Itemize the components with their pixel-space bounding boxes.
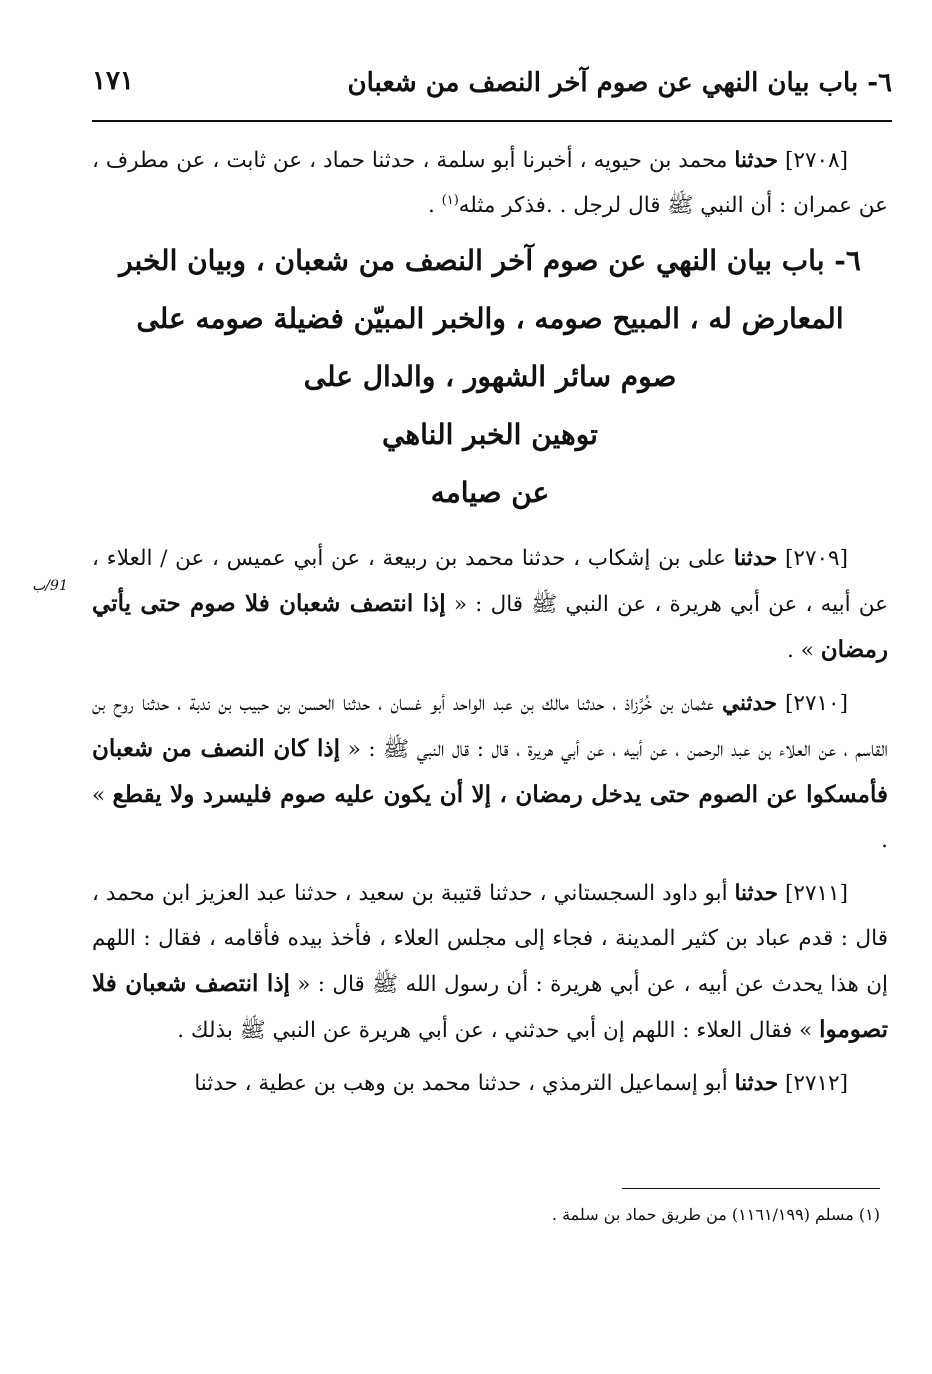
footnote-rule: [622, 1188, 880, 1189]
chapter-heading-line: المعارض له ، المبيح صومه ، والخبر المبيّن فضيلة صومه على: [136, 302, 844, 335]
footnote: (١) مسلم (١١٦١/١٩٩) من طريق حماد بن سلمة .: [551, 1205, 880, 1224]
header-rule: [92, 120, 892, 122]
hadith-2710: [92, 681, 888, 863]
hadith-2711: [92, 871, 888, 1053]
narration-word: حدثنا: [734, 881, 779, 906]
chapter-heading-line: عن صيامه: [430, 476, 550, 509]
hadith-end: » .: [92, 783, 888, 853]
hadith-number: [٢٧١١]: [785, 881, 848, 906]
narration-word: حدثنا: [733, 546, 778, 571]
chapter-heading-line: صوم سائر الشهور ، والدال على: [303, 360, 677, 393]
running-header: [92, 62, 892, 112]
hadith-matn: إذا كان النصف من شعبان فأمسكوا عن الصوم حتى يدخل رمضان ، إلا أن يكون عليه صوم فليسرد ولا يقطع: [92, 735, 888, 808]
footnote-reference[interactable]: (١): [441, 192, 459, 208]
chapter-heading-line: ٦- باب بيان النهي عن صوم آخر النصف من شعبان ، وبيان الخبر: [119, 244, 861, 277]
narration-word: حدثنا: [734, 148, 779, 173]
margin-folio-note: 91/ب: [32, 578, 68, 594]
hadith-matn: إذا انتصف شعبان فلا تصوموا: [92, 970, 888, 1043]
running-title: ٦- باب بيان النهي عن صوم آخر النصف من شعبان: [347, 68, 892, 98]
hadith-isnad: أبو داود السجستاني ، حدثنا قتيبة بن سعيد ، حدثنا عبد العزيز ابن محمد ، قال : قدم عباد بن كثير المدينة ، فجاء إلى مجلس العلاء ، فأخذ بيده فأقامه ، فقال : اللهم إن هذا يحدث عن أبيه ، عن أبي هريرة : أن رسول الله ﷺ قال : «: [92, 881, 888, 997]
hadith-number: [٢٧٠٨]: [785, 148, 848, 173]
hadith-end: .: [427, 193, 442, 218]
hadith-end: » .: [787, 638, 814, 663]
hadith-2709: [92, 536, 888, 673]
hadith-isnad: عثمان بن خُرَّزاذ ، حدثنا مالك بن عبد الواحد أبو غسان ، حدثنا الحسن بن حبيب بن ندبة ، حدثنا روح بن القاسم ، عن العلاء بن عبد الرحمن ، عن أبيه ، عن أبي هريرة ، قال : قال النبي ﷺ : «: [92, 691, 888, 762]
hadith-after: » فقال العلاء : اللهم إن أبي حدثني ، عن أبي هريرة عن النبي ﷺ بذلك .: [177, 1018, 813, 1043]
hadith-2708: [92, 138, 888, 228]
hadith-2712: [92, 1061, 888, 1106]
main-text: [92, 138, 888, 1106]
narration-word: حدثنا: [734, 1071, 779, 1096]
hadith-number: [٢٧١٢]: [785, 1071, 848, 1096]
hadith-matn: إذا انتصف شعبان فلا صوم حتى يأتي رمضان: [92, 590, 888, 663]
narration-word: حدثني: [722, 691, 778, 716]
hadith-isnad: على بن إشكاب ، حدثنا محمد بن ربيعة ، عن أبي عميس ، عن / العلاء ، عن أبيه ، عن أبي هريرة ، عن النبي ﷺ قال : «: [92, 546, 888, 617]
hadith-number: [٢٧١٠]: [785, 691, 848, 716]
page-number: ١٧١: [92, 66, 134, 96]
hadith-number: [٢٧٠٩]: [785, 546, 848, 571]
chapter-heading-line: توهين الخبر الناهي: [382, 418, 598, 451]
chapter-heading: [92, 232, 888, 522]
hadith-text: محمد بن حيويه ، أخبرنا أبو سلمة ، حدثنا حماد ، عن ثابت ، عن مطرف ، عن عمران : أن النبي ﷺ قال لرجل . .فذكر مثله: [92, 148, 888, 218]
hadith-text: أبو إسماعيل الترمذي ، حدثنا محمد بن وهب بن عطية ، حدثنا: [194, 1071, 728, 1096]
